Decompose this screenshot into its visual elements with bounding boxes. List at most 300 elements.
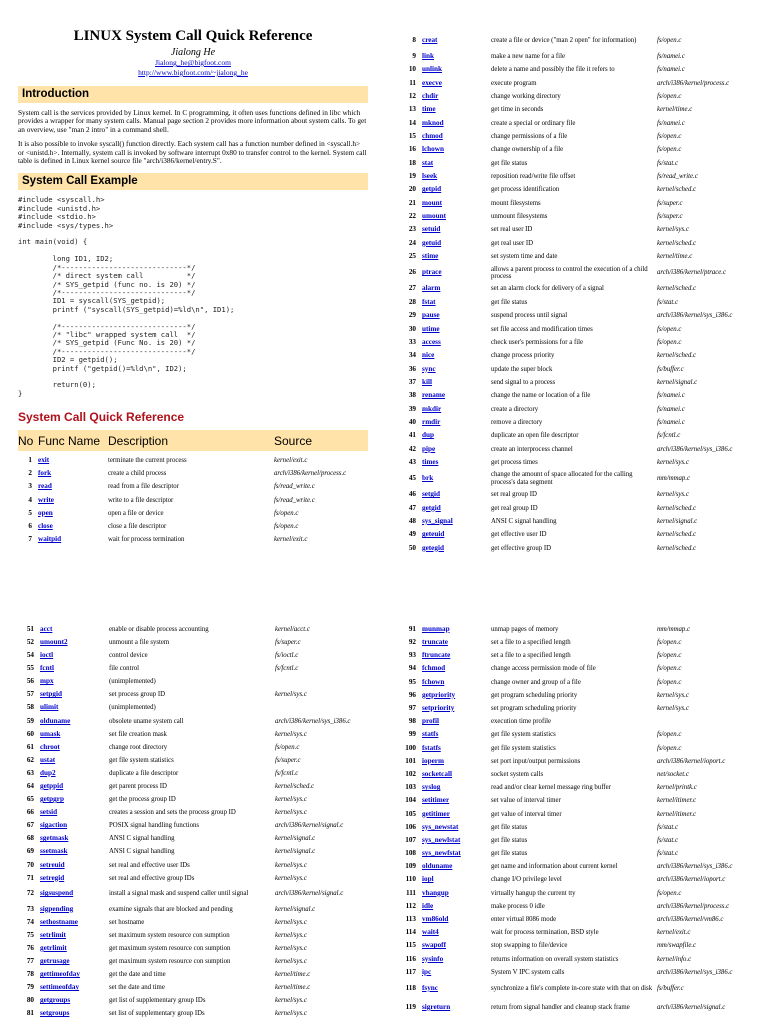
syscall-source-file: kernel/sys.c (275, 945, 307, 952)
syscall-name-link[interactable]: mknod (422, 118, 444, 127)
syscall-name-link[interactable]: times (422, 457, 439, 466)
syscall-description: mount filesystems (491, 199, 541, 207)
syscall-description: check user's permissions for a file (491, 338, 584, 346)
syscall-source-file: net/socket.c (657, 770, 689, 778)
syscall-name-link[interactable]: sigaction (40, 821, 68, 830)
syscall-source-file: fs/open.c (275, 743, 300, 751)
table-row (18, 533, 368, 546)
syscall-source-file: fs/stat.c (657, 823, 678, 831)
syscall-name-link[interactable]: fchmod (422, 664, 446, 673)
syscall-number: 113 (405, 915, 416, 924)
syscall-name-link[interactable]: lchown (422, 145, 444, 154)
syscall-name-link[interactable]: acct (40, 624, 53, 633)
syscall-source-file: arch/i386/kernel/process.c (657, 79, 730, 87)
syscall-number: 74 (26, 917, 34, 926)
syscall-name-link[interactable]: sys_signal (422, 516, 453, 525)
syscall-number: 7 (28, 535, 32, 544)
syscall-number: 1 (28, 456, 32, 465)
syscall-description: set value of interval timer (491, 797, 561, 805)
syscall-source-file: kernel/signal.c (275, 848, 316, 856)
syscall-name-link[interactable]: rename (422, 391, 446, 400)
syscall-number: 25 (408, 252, 416, 261)
syscall-name-link[interactable]: alarm (422, 284, 441, 293)
table-row (18, 728, 378, 741)
table-row (18, 675, 378, 688)
table-row (18, 968, 378, 981)
syscall-number: 39 (408, 404, 416, 413)
syscall-description: set real user ID (491, 226, 533, 234)
syscall-source-file: fs/buffer.c (657, 984, 684, 992)
syscall-name-link[interactable]: getpid (422, 185, 442, 194)
syscall-number: 13 (408, 105, 416, 114)
syscall-description: returns information on overall system statistics (491, 955, 619, 963)
syscall-name-link[interactable]: sysinfo (422, 954, 444, 963)
syscall-number: 55 (26, 664, 34, 673)
syscall-name-link[interactable]: creat (422, 35, 438, 44)
syscall-source-file: fs/namei.c (657, 119, 685, 127)
syscall-name-link[interactable]: pipe (422, 444, 436, 453)
syscall-name-link[interactable]: setuid (422, 225, 441, 234)
syscall-name-link[interactable]: umount (422, 212, 446, 221)
syscall-name-link[interactable]: open (38, 508, 53, 517)
syscall-source-file: kernel/time.c (657, 106, 693, 114)
table-row (396, 90, 756, 103)
table-row (18, 507, 368, 520)
table-row (18, 806, 378, 819)
syscall-source-file: kernel/sys.c (657, 458, 689, 466)
table-row (18, 793, 378, 806)
syscall-source-file: fs/super.c (657, 213, 683, 221)
syscall-source-file: fs/open.c (657, 338, 682, 346)
syscall-source-file: kernel/time.c (275, 971, 311, 979)
syscall-number: 119 (405, 1002, 416, 1011)
syscall-number: 60 (26, 729, 34, 738)
table-row (396, 197, 756, 210)
table-row (18, 916, 378, 929)
syscall-name-link[interactable]: setgroups (40, 1009, 70, 1018)
syscall-number: 5 (28, 508, 32, 517)
syscall-name-link[interactable]: dup (422, 431, 434, 440)
table-row (18, 454, 368, 467)
syscall-source-file: fs/open.c (657, 678, 682, 686)
table-row (18, 467, 368, 480)
syscall-name-link[interactable]: stat (422, 158, 434, 167)
table-row (396, 702, 756, 715)
syscall-number: 59 (26, 716, 34, 725)
syscall-name-link[interactable]: link (422, 51, 434, 60)
table-row (18, 715, 378, 728)
syscall-source-file: kernel/sys.c (275, 874, 307, 882)
syscall-name-link[interactable]: getitimer (422, 809, 450, 818)
syscall-description: get parent process ID (109, 782, 167, 790)
syscall-name-link[interactable]: execve (422, 78, 442, 87)
syscall-name-link[interactable]: sigpending (40, 904, 74, 913)
syscall-name-link[interactable]: ioperm (422, 756, 444, 765)
syscall-number: 46 (408, 490, 416, 499)
column-header-source: Source (274, 433, 313, 448)
syscall-name-link[interactable]: rmdir (422, 417, 441, 426)
syscall-number: 20 (408, 185, 416, 194)
table-row (396, 376, 756, 389)
syscall-description: ANSI C signal handling (109, 848, 175, 856)
syscall-description: examine signals that are blocked and pending (109, 905, 233, 913)
syscall-name-link[interactable]: umount2 (40, 637, 68, 646)
syscall-name-link[interactable]: setitimer (422, 796, 450, 805)
syscall-description: set file creation mask (109, 730, 167, 738)
syscall-name-link[interactable]: ftruncate (422, 651, 451, 660)
syscall-description: change access permission mode of file (491, 665, 596, 673)
syscall-name-link[interactable]: swapoff (422, 941, 446, 950)
table-row (18, 623, 378, 636)
syscall-name-link[interactable]: mpx (40, 677, 54, 686)
syscall-source-file: arch/i386/kernel/sys_i386.c (657, 312, 733, 320)
syscall-name-link[interactable]: kill (422, 377, 432, 386)
syscall-description: change the amount of space allocated for the calling process's data segment (491, 471, 633, 486)
syscall-number: 73 (26, 904, 34, 913)
syscall-source-file: arch/i386/kernel/sys_i386.c (275, 717, 351, 725)
syscall-name-link[interactable]: access (422, 337, 441, 346)
syscall-description: write to a file descriptor (108, 496, 174, 504)
syscall-source-file: kernel/sched.c (657, 352, 697, 360)
syscall-name-link[interactable]: mount (422, 198, 442, 207)
syscall-name-link[interactable]: statfs (422, 730, 439, 739)
syscall-source-file: kernel/signal.c (657, 378, 698, 386)
syscall-number: 81 (26, 1009, 34, 1018)
syscall-name-link[interactable]: vm86old (422, 915, 449, 924)
syscall-description: set an alarm clock for delivery of a signal (491, 285, 604, 293)
syscall-description: install a signal mask and suspend caller until signal (109, 890, 249, 898)
syscall-name-link[interactable]: umask (40, 729, 61, 738)
syscall-name-link[interactable]: wait4 (422, 928, 439, 937)
syscall-name-link[interactable]: socketcall (422, 769, 452, 778)
syscall-source-file: fs/open.c (657, 731, 682, 739)
syscall-source-file: fs/namei.c (657, 66, 685, 74)
table-row (396, 429, 756, 442)
syscall-source-file: kernel/info.c (657, 955, 692, 963)
syscall-name-link[interactable]: sigsuspend (40, 889, 74, 898)
syscall-description: create a directory (491, 405, 539, 413)
syscall-source-file: fs/stat.c (657, 836, 678, 844)
syscall-description: set port input/output permissions (491, 757, 581, 765)
syscall-description: set a file to a specified length (491, 652, 571, 660)
syscall-name-link[interactable]: sgetmask (40, 834, 69, 843)
syscall-description: change working directory (491, 93, 561, 100)
syscall-name-link[interactable]: getuid (422, 238, 442, 247)
syscall-number: 49 (408, 530, 416, 539)
syscall-name-link[interactable]: fstat (422, 297, 436, 306)
syscall-source-file: kernel/sched.c (657, 186, 697, 194)
syscall-number: 3 (28, 482, 32, 491)
syscall-number: 75 (26, 930, 34, 939)
syscall-number: 21 (408, 198, 416, 207)
syscall-name-link[interactable]: sys_newlstat (422, 835, 461, 844)
syscall-source-file: arch/i386/kernel/sys_i386.c (657, 445, 733, 453)
syscall-source-file: kernel/sched.c (657, 531, 697, 539)
syscall-name-link[interactable]: getgroups (40, 996, 71, 1005)
author-email-link[interactable]: Jialong_he@bigfoot.com (155, 58, 231, 67)
syscall-description: create a special or ordinary file (491, 119, 576, 127)
syscall-source-file: arch/i386/kernel/sys_i386.c (657, 863, 733, 871)
syscall-description: enter virtual 8086 mode (491, 916, 557, 924)
syscall-description: get process identification (491, 186, 560, 194)
syscall-description: set file access and modification times (491, 325, 593, 333)
syscall-name-link[interactable]: getppid (40, 781, 64, 790)
syscall-source-file: fs/open.c (657, 146, 682, 154)
syscall-description: execution time profile (491, 718, 552, 726)
syscall-number: 26 (408, 268, 416, 277)
syscall-name-link[interactable]: chroot (40, 742, 60, 751)
syscall-source-file: fs/open.c (657, 744, 682, 752)
table-row (396, 953, 756, 966)
table-row (396, 283, 756, 296)
syscall-name-link[interactable]: syslog (422, 783, 441, 792)
syscall-number: 16 (408, 145, 416, 154)
syscall-name-link[interactable]: sys_newfstat (422, 849, 461, 858)
syscall-name-link[interactable]: sethostname (40, 917, 78, 926)
syscall-source-file: kernel/time.c (275, 984, 311, 992)
syscall-number: 48 (408, 516, 416, 525)
table-row (18, 494, 368, 507)
syscall-number: 29 (408, 311, 416, 320)
syscall-name-link[interactable]: utime (422, 324, 440, 333)
table-row (396, 715, 756, 728)
syscall-source-file: mm/mmap.c (657, 475, 691, 483)
table-row (396, 515, 756, 528)
syscall-table-8-50 (396, 31, 756, 555)
syscall-name-link[interactable]: lseek (422, 172, 438, 181)
syscall-name-link[interactable]: fstatfs (422, 743, 441, 752)
table-row (396, 847, 756, 860)
table-row (18, 481, 368, 494)
syscall-name-link[interactable]: iopl (422, 875, 434, 884)
syscall-name-link[interactable]: getrlimit (40, 944, 67, 952)
syscall-description: change owner and group of a file (491, 678, 581, 686)
syscall-name-link[interactable]: setgid (422, 490, 440, 499)
syscall-number: 57 (26, 690, 34, 699)
syscall-name-link[interactable]: olduname (40, 716, 71, 725)
syscall-name-link[interactable]: ipc (422, 967, 432, 976)
intro-paragraph-2: It is also possible to invoke syscall() function directly. Each system call has a function number defined in <syscall.h> or <unistd.h>. Internally, system call is invoked by software interrupt 0x80 to transfer control to the kernel. System call table is defined in Linux kernel source file "arch/i386/kernel/entry.S". (18, 139, 367, 166)
syscall-source-file: kernel/itimer.c (657, 810, 697, 818)
syscall-name-link[interactable]: waitpid (38, 535, 62, 544)
syscall-number: 100 (405, 743, 416, 752)
syscall-name-link[interactable]: fchown (422, 677, 445, 686)
syscall-description: get list of supplementary group IDs (109, 997, 206, 1005)
document-title: LINUX System Call Quick Reference (73, 28, 313, 44)
syscall-name-link[interactable]: olduname (422, 862, 453, 871)
syscall-number: 76 (26, 944, 34, 952)
syscall-name-link[interactable]: sigreturn (422, 1002, 451, 1011)
syscall-source-file: fs/open.c (657, 93, 682, 100)
syscall-description: get name and information about current kernel (491, 863, 618, 871)
syscall-description: get file system statistics (109, 756, 174, 764)
syscall-name-link[interactable]: fork (38, 469, 52, 478)
syscall-name-link[interactable]: vhangup (422, 888, 449, 897)
syscall-number: 96 (408, 690, 416, 699)
syscall-name-link[interactable]: write (38, 495, 54, 504)
table-row (18, 885, 378, 903)
table-row (18, 819, 378, 832)
syscall-description: get value of interval timer (491, 810, 562, 818)
syscall-name-link[interactable]: sys_newstat (422, 822, 459, 831)
syscall-name-link[interactable]: pause (422, 311, 440, 320)
syscall-number: 22 (408, 212, 416, 221)
syscall-name-link[interactable]: ssetmask (40, 847, 68, 856)
table-row (396, 363, 756, 376)
table-row (396, 768, 756, 781)
table-row (396, 821, 756, 834)
syscall-description: wait for process termination (108, 536, 185, 544)
syscall-number: 19 (408, 172, 416, 181)
table-row (18, 942, 378, 955)
table-row (396, 636, 756, 649)
syscall-description: set hostname (109, 918, 145, 926)
syscall-description: set real and effective group IDs (109, 874, 195, 882)
syscall-name-link[interactable]: ulimit (40, 703, 59, 712)
syscall-number: 6 (28, 522, 32, 531)
syscall-description: change ownership of a file (491, 146, 564, 154)
syscall-number: 37 (408, 377, 416, 386)
left-bottom-column (18, 620, 378, 1021)
syscall-source-file: kernel/sys.c (275, 918, 307, 926)
table-row (396, 781, 756, 794)
syscall-name-link[interactable]: setrlimit (40, 930, 66, 939)
table-row (396, 913, 756, 926)
syscall-number: 104 (405, 796, 416, 805)
syscall-number: 105 (405, 809, 416, 818)
right-top-column (396, 28, 756, 555)
syscall-description: make process 0 idle (491, 902, 545, 910)
syscall-source-file: kernel/sys.c (275, 730, 307, 738)
syscall-name-link[interactable]: chdir (422, 92, 439, 100)
syscall-description: allows a parent process to control the execution of a child process (491, 265, 648, 280)
syscall-name-link[interactable]: chmod (422, 132, 443, 141)
syscall-name-link[interactable]: unlink (422, 65, 442, 74)
syscall-description: control device (109, 652, 148, 660)
syscall-name-link[interactable]: nice (422, 351, 435, 360)
table-row (396, 130, 756, 143)
syscall-source-file: fs/open.c (274, 523, 299, 531)
syscall-description: get effective user ID (491, 531, 547, 539)
table-row (18, 955, 378, 968)
author-url-link[interactable]: http://www.bigfoot.com/~jialong_he (138, 68, 248, 77)
syscall-table-51-81 (18, 623, 378, 1021)
syscall-name-link[interactable]: munmap (422, 624, 450, 633)
syscall-name-link[interactable]: getrusage (40, 957, 70, 966)
table-row (18, 929, 378, 942)
syscall-number: 62 (26, 755, 34, 764)
syscall-name-link[interactable]: read (38, 482, 52, 491)
table-row (396, 926, 756, 939)
syscall-source-file: fs/stat.c (657, 850, 678, 858)
left-top-column (18, 28, 368, 547)
syscall-name-link[interactable]: geteuid (422, 530, 445, 539)
table-row (18, 702, 378, 715)
syscall-source-file: fs/stat.c (657, 298, 678, 306)
syscall-description: set process group ID (109, 691, 166, 699)
syscall-number: 91 (408, 624, 416, 633)
syscall-source-file: kernel/itimer.c (657, 797, 697, 805)
syscall-number: 94 (408, 664, 416, 673)
syscall-name-link[interactable]: setsid (40, 808, 58, 817)
syscall-name-link[interactable]: fcntl (40, 664, 54, 673)
syscall-name-link[interactable]: ustat (40, 755, 56, 764)
syscall-number: 93 (408, 651, 416, 660)
syscall-name-link[interactable]: getpriority (422, 690, 456, 699)
syscall-description: get real group ID (491, 504, 538, 512)
syscall-source-file: kernel/sched.c (657, 544, 697, 552)
introduction-heading: Introduction (18, 86, 368, 103)
syscall-name-link[interactable]: setpriority (422, 704, 455, 713)
syscall-description: make a new name for a file (491, 52, 565, 60)
syscall-name-link[interactable]: getpgrp (40, 795, 64, 804)
syscall-number: 28 (408, 297, 416, 306)
syscall-source-file: arch/i386/kernel/ioport.c (657, 757, 726, 765)
table-row (18, 688, 378, 701)
syscall-name-link[interactable]: getegid (422, 543, 444, 552)
table-row (396, 237, 756, 250)
table-row (396, 296, 756, 309)
syscall-number: 80 (26, 996, 34, 1005)
syscall-name-link[interactable]: ptrace (422, 268, 442, 277)
syscall-name-link[interactable]: stime (422, 252, 439, 261)
syscall-number: 50 (408, 543, 416, 552)
syscall-description: return from signal handler and cleanup stack frame (491, 1003, 630, 1011)
syscall-name-link[interactable]: profil (422, 717, 440, 726)
syscall-number: 8 (412, 35, 416, 44)
right-bottom-column (396, 620, 756, 1017)
table-row (396, 403, 756, 416)
table-row (396, 469, 756, 488)
table-row (396, 528, 756, 541)
syscall-name-link[interactable]: mkdir (422, 404, 442, 413)
syscall-description: unmount filesystems (491, 213, 548, 221)
syscall-number: 30 (408, 324, 416, 333)
syscall-name-link[interactable]: settimeofday (40, 983, 80, 992)
syscall-name-link[interactable]: ioctl (40, 651, 54, 660)
syscall-name-link[interactable]: time (422, 105, 436, 114)
syscall-name-link[interactable]: close (38, 522, 53, 531)
syscall-name-link[interactable]: setpgid (40, 690, 62, 699)
syscall-name-link[interactable]: truncate (422, 638, 448, 647)
syscall-name-link[interactable]: setregid (40, 873, 65, 882)
syscall-source-file: kernel/sys.c (657, 691, 689, 699)
table-row (396, 416, 756, 429)
syscall-source-file: fs/stat.c (657, 159, 678, 167)
table-row (396, 143, 756, 156)
syscall-name-link[interactable]: fsync (422, 983, 438, 992)
syscall-source-file: fs/namei.c (657, 405, 685, 413)
syscall-source-file: fs/open.c (657, 652, 682, 660)
syscall-number: 14 (408, 118, 416, 127)
syscall-name-link[interactable]: sync (422, 364, 436, 373)
syscall-name-link[interactable]: setreuid (40, 860, 65, 869)
syscall-name-link[interactable]: exit (38, 456, 50, 465)
syscall-name-link[interactable]: getgid (422, 503, 441, 512)
syscall-source-file: kernel/sched.c (275, 782, 315, 790)
syscall-description: (unimplemented) (109, 678, 156, 686)
syscall-description: (unimplemented) (109, 704, 156, 712)
table-row (396, 210, 756, 223)
syscall-name-link[interactable]: brk (422, 474, 434, 483)
syscall-name-link[interactable]: gettimeofday (40, 970, 80, 979)
syscall-source-file: kernel/sys.c (275, 796, 307, 804)
syscall-source-file: kernel/signal.c (657, 517, 698, 525)
syscall-name-link[interactable]: idle (422, 901, 434, 910)
syscall-name-link[interactable]: dup2 (40, 768, 56, 777)
syscall-description: create an interprocess channel (491, 445, 573, 453)
syscall-description: set the date and time (109, 984, 165, 992)
